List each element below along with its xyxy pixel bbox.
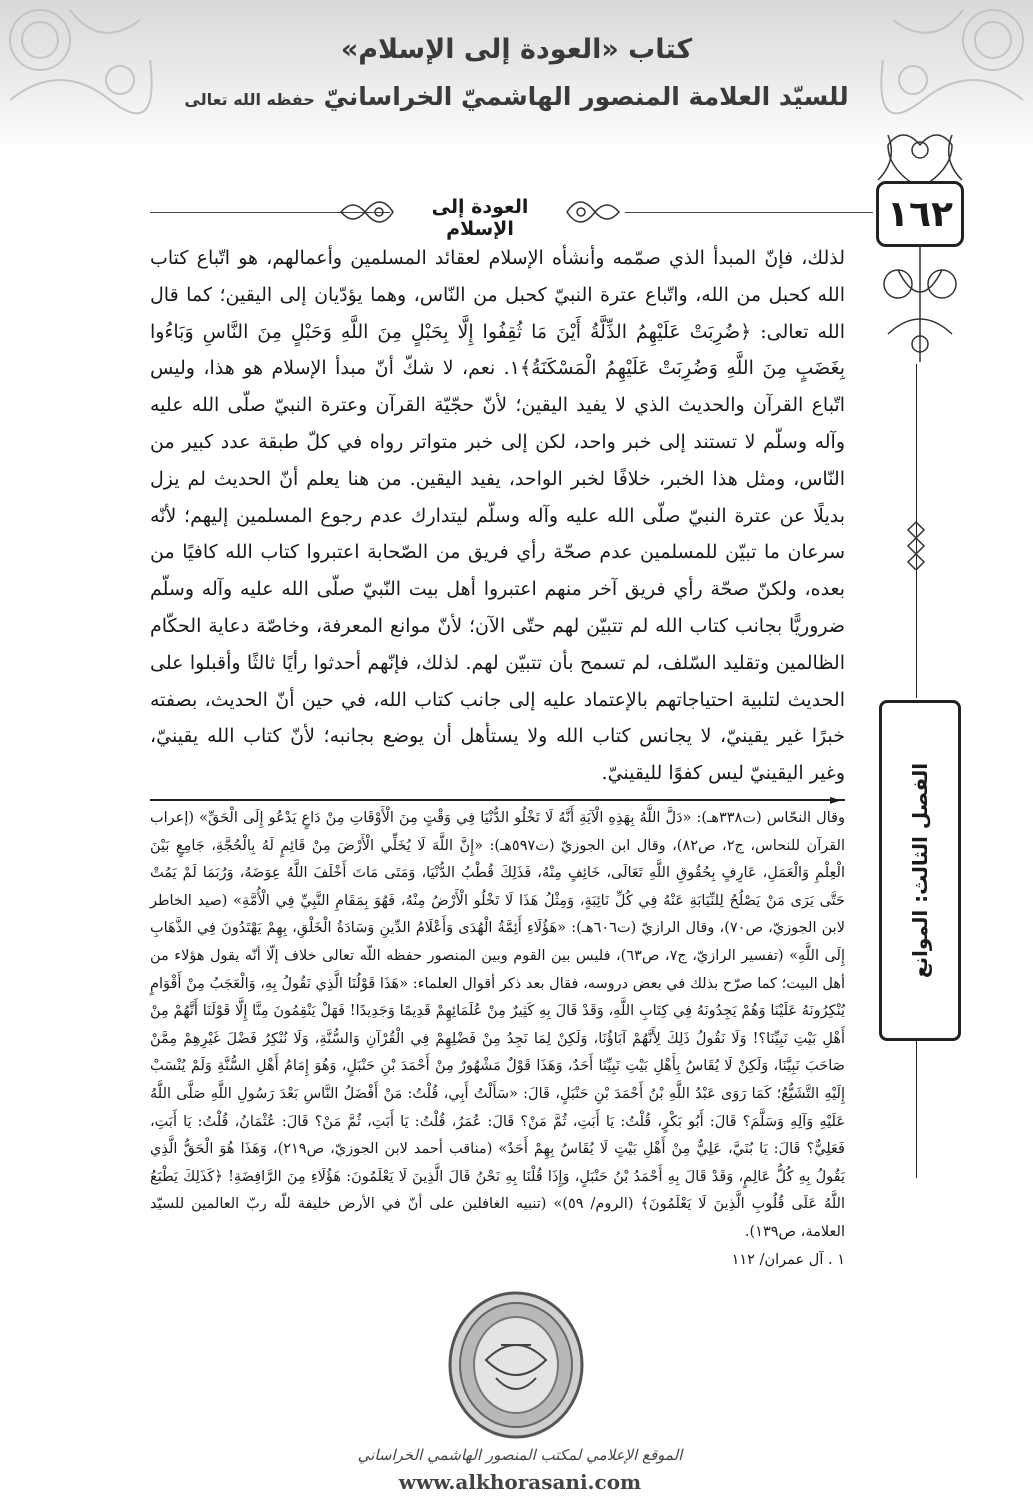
side-line-bottom [916, 1038, 917, 1178]
side-scroll-ornament-top [868, 244, 972, 364]
side-chapter-label: الفصل الثالث: الموانع [908, 762, 932, 979]
site-url[interactable]: www.alkhorasani.com [398, 1470, 642, 1494]
footnote-continuation: وقال النحّاس (ت٣٣٨هـ): «دَلَّ اللَّهُ بِهَذِهِ الْآيَةِ أَنَّهُ لَا تَخْلُو الدُّنْيَا فِي وَقْتٍ مِنَ الْأَوْقَاتِ مِنْ دَاعٍ يَدْعُو إِلَى الْحَقِّ» (إعراب القرآن للنحاس، ج٢، ص٨٢)، وقال ابن الجوزيّ (ت٥٩٧هـ): «إِنَّ اللَّهَ لَا يُخَلِّي الْأَرْضَ مِنْ قَائِمٍ لَهُ بِالْحُجَّةِ، جَامِعٍ بَيْنَ الْعِلْمِ وَالْعَمَلِ، عَارِفٍ بِحُقُوقِ اللَّهِ تَعَالَى، خَائِفٍ مِنْهُ، فَذَلِكَ قُطْبُ الدُّنْيَا، وَمَتَى مَاتَ أَخْلَفَ اللَّهُ عِوَضَهُ، وَرُبَمَا لَمْ يَمُتْ حَتَّى يَرَى مَنْ يَصْلُحُ لِلنِّيَابَةِ عَنْهُ فِي كُلِّ نَائِبَةٍ، وَمِثْلُ هَذَا لَا تَخْلُو الْأَرْضُ مِنْهُ، فَهُوَ بِمَقَامِ النَّبِيِّ فِي الْأُمَّةِ» (صيد الخاطر لابن الجوزيّ، ص٧٠)، وقال الرازيّ (ت٦٠٦هـ): «هَؤُلَاءِ أَئِمَّةُ الْهُدَى وَأَعْلَامُ الدِّينِ وَسَادَةُ الْخَلْقِ، بِهِمْ يَهْتَدُونَ فِي الذَّهَابِ إِلَى اللَّهِ» (تفسير الرازيّ، ج٧، ص٦٣)، فليس بين القوم وبين المنصور حفظه اللّه تعالى خلاف إلّا أنّه يقول هؤلاء من أهل البيت؛ كما صرّح بذلك في بعض دروسه، فقال بعد ذكر أقوال العلماء: «هَذَا قَوْلُنَا الَّذِي نَقُولُ بِهِ، وَالْعَجَبُ مِنْ أَقْوَامٍ يُنْكِرُونَهُ عَلَيْنَا وَهُمْ يَجِدُونَهُ فِي كِتَابِ اللَّهِ، وَقَدْ قَالَ بِهِ كَثِيرٌ مِنْ عُلَمَائِهِمْ قَدِيمًا وَجَدِيدًا! فَهَلْ يَنْقِمُونَ مِنَّا إِلَّا قَوْلَنَا أَنَّهُمْ مِنْ أَهْلِ بَيْتِ نَبِيِّنَا؟! وَلَا نَقُولُ ذَلِكَ لِأَنَّهُمْ آبَاؤُنَا، وَلَكِنْ لِمَا نَجِدُ مِنْ فَضْلِهِمْ فِي الْقُرْآنِ وَالسُّنَّةِ، وَلَا نُنْكِرُ فَضْلَ غَيْرِهِمْ مِمَّنْ صَاحَبَ نَبِيَّنَا، وَلَكِنْ لَا يُقَاسُ بِأَهْلِ بَيْتِ نَبِيِّنَا أَحَدٌ، وَهَذَا قَوْلٌ مَشْهُورٌ مِنْ أَحْمَدَ بْنِ حَنْبَلٍ، وَهُوَ إِمَامُ أَهْلِ السُّنَّةِ وَلَمْ يُنْسَبْ إِلَيْهِ التَّشَيُّعُ؛ كَمَا رَوَى عَبْدُ اللَّهِ بْنُ أَحْمَدَ بْنِ حَنْبَلٍ، قَالَ: «سَأَلْتُ أَبِي، قُلْتُ: مَنْ أَفْضَلُ النَّاسِ بَعْدَ رَسُولِ اللَّهِ صَلَّى اللَّهُ عَلَيْهِ وَآلِهِ وَسَلَّمَ؟ قَالَ: أَبُو بَكْرٍ، قُلْتُ: يَا أَبَتِ، ثُمَّ مَنْ؟ قَالَ: عُمَرُ، قُلْتُ: يَا أَبَتِ، ثُمَّ مَنْ؟ قَالَ: عُثْمَانُ، قُلْتُ: يَا أَبَتِ، فَعَلِيٌّ؟ قَالَ: يَا بُنَيَّ، عَلِيٌّ مِنْ أَهْلِ بَيْتٍ لَا يُقَاسُ بِهِمْ أَحَدٌ» (مناقب أحمد لابن الجوزيّ، ص٢١٩)، وَهَذَا هُوَ الْحَقُّ الَّذِي يَقُولُ بِهِ كُلُّ عَالِمٍ، وَقَدْ قَالَ بِهِ أَحْمَدُ بْنُ حَنْبَلٍ، وَإِذَا قُلْنَا بِهِ نَحْنُ قَالَ الَّذِينَ لَا يَعْلَمُونَ: هَؤُلَاءِ مِنَ الرَّافِضَةِ! ﴿كَذَلِكَ يَطْبَعُ اللَّهُ عَلَى قُلُوبِ الَّذِينَ لَا يَعْلَمُونَ﴾ (الروم/ ٥٩)» (تنبيه الغافلين على أنّ في الأرض خليفة للّه ربّ العالمين للسيّد العلامة، ص١٣٩). [150, 810, 846, 1240]
book-title: كتاب «العودة إلى الإسلام» [340, 34, 693, 65]
main-text: لذلك، فإنّ المبدأ الذي صمّمه وأنشأه الإسلام لعقائد المسلمين وأعمالهم، هو اتّباع كتاب الله كحبل من الله، واتّباع عترة النبيّ كحبل من النّاس، وهما يؤدّيان إلى اليقين؛ كما قال الله تعالى: ﴿ضُرِبَتْ عَلَيْهِمُ الذِّلَّةُ أَيْنَ مَا ثُقِفُوا إِلَّا بِحَبْلٍ مِنَ اللَّهِ وَحَبْلٍ مِنَ النَّاسِ وَبَاءُوا بِغَضَبٍ مِنَ اللَّهِ وَضُرِبَتْ عَلَيْهِمُ الْمَسْكَنَةُ﴾١. نعم، لا شكّ أنّ مبدأ الإسلام هو هذا، وليس اتّباع القرآن والحديث الذي لا يفيد اليقين؛ لأنّ حجّيّة القرآن وعترة النبيّ صلّى الله عليه وآله وسلّم لا تستند إلى خبر واحد، لكن إلى خبر متواتر رواه في كلّ طبقة عدد كبير من النّاس، ومثل هذا الخبر، خلافًا لخبر الواحد، يفيد اليقين. من هنا يعلم أنّ الحديث لم يزل بديلًا عن عترة النبيّ صلّى الله عليه وآله وسلّم ليتدارك عدم رجوع المسلمين إليهم؛ لأنّه سرعان ما تبيّن للمسلمين عدم صحّة رأي فريق من الصّحابة اعتبروا كتاب الله كافيًا من بعده، ولكنّ صحّة رأي فريق آخر منهم اعتبروا أهل بيت النّبيّ صلّى الله عليه وآله وسلّم ضروريًّا بجانب كتاب الله لم تتبيّن لهم حتّى الآن؛ لأنّ موانع المعرفة، وخاصّة دعاية الحكّام الظالمين وتقليد السّلف، لم تسمح بأن تتبيّن لهم. لذلك، فإنّهم أحدثوا رأيًا ثالثًا وأقبلوا على الحديث لتلبية احتياجاتهم بالإعتماد عليه إلى جانب كتاب الله، في حين أنّ الحديث، بصفته خبرًا غير يقينيّ، لا يجانس كتاب الله ولا يستأهل أن يوضع بجانبه؛ لأنّ كتاب الله يقينيّ، وغير اليقينيّ ليس كفوًا لليقينيّ. [150, 247, 845, 785]
header-ornament-left [335, 188, 395, 236]
side-chain-ornament [904, 520, 928, 570]
header-ornament-right [565, 188, 625, 236]
site-name: الموقع الإعلامي لمكتب المنصور الهاشمي الخراساني [357, 1446, 683, 1464]
author-line [0, 82, 1033, 111]
page-number: ١٦٢ [876, 181, 964, 247]
author-honorific: حفظه الله تعالى [184, 90, 315, 109]
author-name: للسيّد العلامة المنصور الهاشميّ الخراسانيّ [323, 82, 849, 111]
footnotes [150, 805, 846, 1268]
header-rule-right [625, 212, 873, 213]
seal-emblem [446, 1290, 586, 1440]
footnote-arrow-icon: ► [830, 792, 841, 808]
footnote-separator [150, 799, 845, 801]
footnote-1: ١ . آل عمران/ ١١٢ [731, 1251, 845, 1268]
chapter-title: العودة إلى الإسلام [431, 196, 529, 240]
top-right-ornament [868, 120, 972, 190]
side-chapter-panel [879, 700, 961, 1041]
